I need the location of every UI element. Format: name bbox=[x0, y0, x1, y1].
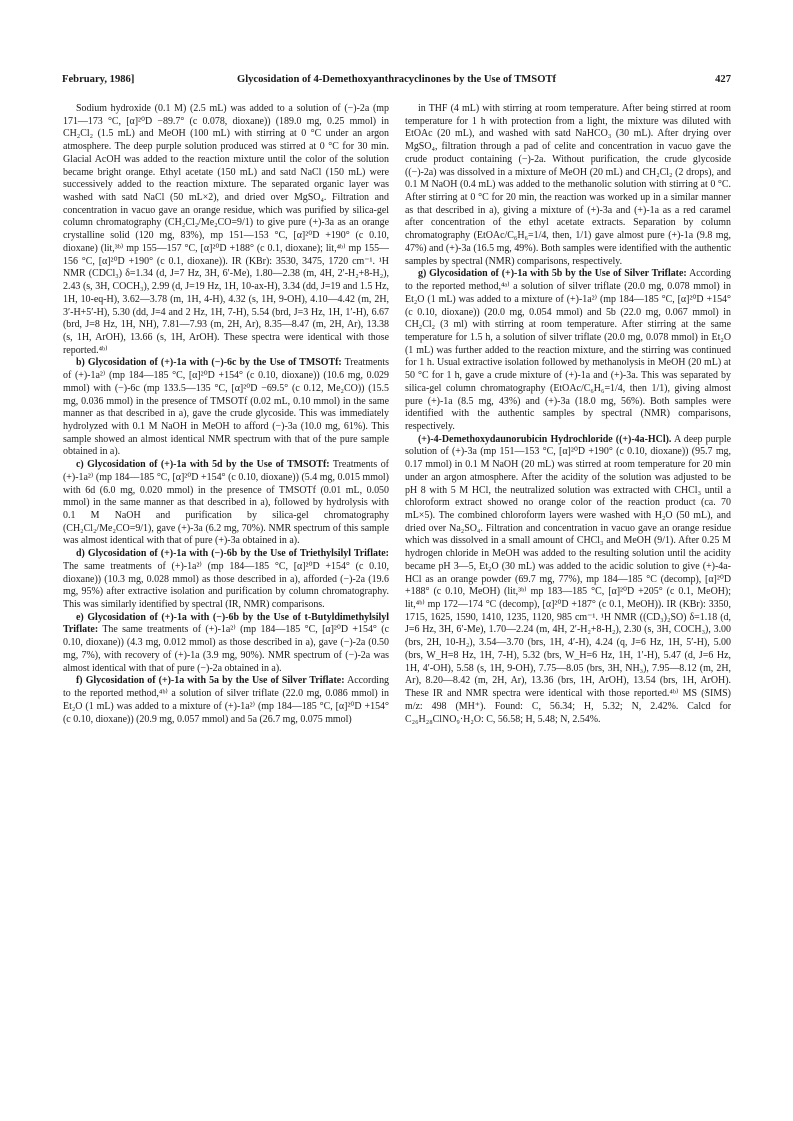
journal-date: February, 1986] bbox=[62, 74, 135, 85]
paragraph-text: The same treatments of (+)-1a²⁾ (mp 184—185 °C, [α]²⁰D +154° (c 0.10, dioxane)) (10.3 mg, 0.028 mmol) as those described in a), afforded (−)-2a (19.6 mg, 95%) after extractive isolation and purification by column chromatography. This was similarly identified by spectral (IR, NMR) comparisons. bbox=[63, 560, 389, 611]
section-heading: g) Glycosidation of (+)-1a with 5b by the Use of Silver Triflate: bbox=[418, 268, 687, 280]
section-heading: c) Glycosidation of (+)-1a with 5d by the Use of TMSOTf: bbox=[76, 459, 330, 471]
left-column bbox=[63, 103, 389, 726]
paragraph-text: According to the reported method,⁴ᵃ⁾ a solution of silver triflate (20.0 mg, 0.078 mmol) in Et₂O (1 mL) was added to a mixture of (+)-1a²⁾ (mp 184—185 °C, [α]²⁰D +154° (c 0.10, dioxane)) (20.0 mg, 0.054 mmol) and 5b (22.0 mg, 0.067 mmol) in CH₂Cl₂ (3 ml) with stirring at room temperature. After stirring at the same temperature for 1.5 h, a solution of silver triflate (20.0 mg, 0.078 mmol) in Et₂O (1 mL) was further added to the reaction mixture, and the stirring was continued for 1 h. Usual extractive isolation followed by methanolysis in MeOH (20 mL) at 50 °C for 1 h, gave a crude mixture of (+)-1a and (+)-3a. This was separated by silica-gel column chromatography (EtOAc/C₆H₆=1/4, then 1/1), giving almost pure (+)-1a (8.5 mg, 43%) and (+)-3a (18.0 mg, 56%). Both samples were identified with the authentic samples by spectral (NMR) comparisons, respectively. bbox=[405, 268, 732, 432]
paragraph-text: Sodium hydroxide (0.1 M) (2.5 mL) was added to a solution of (−)-2a (mp 171—173 °C, [α]²⁰D −89.7° (c 0.078, dioxane)) (189.0 mg, 0.25 mmol) in CH₂Cl₂ (1.5 mL) and MeOH (100 mL) with stirring at 0 °C under an argon atmosphere. The deep purple solution produced was stirred at 0 °C for 30 min. Glacial AcOH was added to the reaction mixture until the color of the solution became bright orange. Ethyl acetate (150 mL) and satd NaCl (150 mL) were successively added to the reaction mixture. The separated organic layer was washed with satd NaCl (50 mL×2), and dried over MgSO₄. Filtration and concentration in vacuo gave an orange residue, which was purified by silica-gel column chromatography (CH₂Cl₂/Me₂CO=9/1) to give pure (+)-3a as an orange crystalline solid (120 mg, 83%), mp 151—153 °C, [α]²⁰D +190° (c 0.10, dioxane) (lit,³ᵇ⁾ mp 155—157 °C, [α]²⁰D +188° (c 0.1, dioxane); lit,⁴ᵇ⁾ mp 155—156 °C, [α]²⁰D +190° (c 0.1, dioxane)). IR (KBr): 3530, 3475, 1720 cm⁻¹. ¹H NMR (CDCl₃) δ=1.34 (d, J=7 Hz, 3H, 6′-Me), 1.80—2.38 (m, 4H, 2′-H₂+8-H₂), 2.43 (s, 3H, COCH₃), 2.99 (d, J=19 Hz, 1H, 10-ax-H), 3.34 (dd, J=19 and 1.5 Hz, 1H, 10-eq-H), 3.62—3.78 (m, 1H, 4-H), 4.32 (s, 1H, 9-OH), 4.10—4.42 (m, 2H, 3′-H+5′-H), 5.30 (dd, J=4 and 2 Hz, 1H, 7-H), 5.54 (brd, J=3 Hz, 1H, 1′-H), 6.67 (brd, J=8 Hz, 1H, NH), 7.81—7.93 (m, 2H, Ar), 8.35—8.47 (m, 2H, Ar), 13.38 (s, 1H, ArOH), 13.66 (s, 1H, ArOH). These spectra were identical with those reported.⁴ᵇ⁾ bbox=[63, 103, 389, 356]
section-heading: b) Glycosidation of (+)-1a with (−)-6c by the Use of TMSOTf: bbox=[76, 357, 342, 369]
section-heading: f) Glycosidation of (+)-1a with 5a by the Use of Silver Triflate: bbox=[76, 675, 345, 687]
page-number: 427 bbox=[715, 74, 731, 85]
paragraph-text: Treatments of (+)-1a²⁾ (mp 184—185 °C, [α]²⁰D +154° (c 0.10, dioxane)) (10.6 mg, 0.029 mmol) with (−)-6c (mp 133.5—135 °C, [α]²⁰D −69.5° (c 0.12, Me₂CO)) (15.5 mg, 0.036 mmol) in the presence of TMSOTf (0.02 mL, 0.10 mmol) in the same manner as that described in a), gave the crude glycoside. This was immediately hydrolyzed with 0.1 M NaOH in MeOH to afford (−)-3a (10.0 mg, 61%). This sample showed an almost identical NMR spectrum with that of the pure sample obtained in a). bbox=[63, 357, 389, 458]
paragraph-text: in THF (4 mL) with stirring at room temperature. After being stirred at room temperature for 1 h with protection from a light, the mixture was diluted with EtOAc (20 mL), and washed with satd NaHCO₃ (30 mL). After drying over MgSO₄, filtration through a pad of celite and concentration in vacuo gave the crude product containing (−)-2a. Without purification, the crude glycoside ((−)-2a) was dissolved in a mixture of MeOH (20 mL) and CH₂Cl₂ (2 drops), and 0.1 M NaOH (0.4 mL) was added to the methanolic solution with stirring at 0 °C. After stirring at 0 °C for 20 min, the reaction was worked up in a similar manner as that described in a), giving a mixture of (+)-3a and (+)-1a as a red caramel after concentration of the ethyl acetate extracts. Separation by column chromatography (EtOAc/C₆H₆=1/4, then, 1/1) gave almost pure (+)-1a (9.8 mg, 47%) and (+)-3a (16.5 mg, 49%). Both samples were identified with the authentic samples by spectral (NMR) comparisons, respectively. bbox=[405, 103, 731, 267]
paragraph bbox=[63, 357, 389, 459]
paragraph bbox=[63, 548, 389, 612]
paragraph bbox=[405, 103, 731, 268]
paragraph-text: Treatments of (+)-1a²⁾ (mp 184—185 °C, [α]²⁰D +154° (c 0.10, dioxane)) (5.4 mg, 0.015 mmol) with 6d (6.0 mg, 0.020 mmol) in the presence of TMSOTf (0.01 mL, 0.050 mmol) in the same manner as that described in a), followed by hydrolysis with 0.1 M NaOH and purification by silica-gel chromatography (CH₂Cl₂/Me₂CO=9/1), gave (+)-3a (6.2 mg, 70%). NMR spectrum of this sample was almost identical with that of pure (+)-3a obtained in a). bbox=[63, 459, 389, 547]
paragraph bbox=[63, 103, 389, 357]
paragraph bbox=[63, 675, 389, 726]
section-heading: (+)-4-Demethoxydaunorubicin Hydrochloride ((+)-4a-HCl). bbox=[418, 433, 672, 445]
right-column bbox=[405, 103, 731, 726]
paragraph-text: A deep purple solution of (+)-3a (mp 151—153 °C, [α]²⁰D +190° (c 0.10, dioxane)) (95.7 mg, 0.17 mmol) in 0.1 M NaOH (20 mL) was stirred at room temperature for 20 min under an argon atmosphere. After the acidity of the solution was adjusted to be pH 8 with 5 M HCl, the neutralized solution was extracted with CHCl₃ until a chloroform extract showed no orange color of the reaction product (ca. 70 mL×5). The combined chloroform layers were washed with H₂O (50 mL), and dried over Na₂SO₄. Filtration and concentration in vacuo gave an orange residue which was dissolved in a small amount of CHCl₃ and MeOH (9/1). After 0.25 M hydrogen chloride in MeOH was added to the resulting solution until the acidity became pH 3—5, Et₂O (30 mL) was added to the acidic solution to give (+)-4a-HCl as an orange powder (69.7 mg, 77%), mp 184—185 °C (decomp), [α]²⁰D +188° (c 0.10, MeOH) (lit,³ᵇ⁾ mp 183—185 °C, [α]²⁰D +205° (c 0.1, MeOH); lit,⁴ᵇ⁾ mp 172—174 °C (decomp), [α]²⁰D +187° (c 0.1, MeOH)). IR (KBr): 3350, 1715, 1625, 1590, 1410, 1235, 1120, 985 cm⁻¹. ¹H NMR ((CD₃)₂SO) δ=1.18 (d, J=6 Hz, 3H, 6′-Me), 1.70—2.24 (m, 4H, 2′-H₂+8-H₂), 2.30 (s, 3H, COCH₃), 3.00 (brs, 2H, 10-H₂), 3.54—3.70 (brs, 1H, 4′-H), 4.24 (q, J=6 Hz, 1H, 5′-H), 5.00 (brs, W_H=8 Hz, 1H, 7-H), 5.32 (brs, W_H=6 Hz, 1H, 1′-H), 5.47 (d, J=6 Hz, 1H, 4′-OH), 5.58 (s, 1H, 9-OH), 7.75—8.05 (brs, 3H, NH₃), 7.95—8.12 (m, 2H, Ar), 8.20—8.42 (m, 2H, Ar), 13.36 (brs, 1H, ArOH), 13.54 (brs, 1H, ArOH). These IR and NMR spectra were identical with those reported.⁴ᵇ⁾ MS (SIMS) m/z: 498 (MH⁺). Found: C, 56.34; H, 5.32; N, 2.42%. Calcd for C₂₆H₂₈ClNO₉·H₂O: C, 56.58; H, 5.48; N, 2.54%. bbox=[405, 433, 731, 725]
section-heading: e) Glycosidation of (+)-1a with (−)-6b by the Use of t-Butyldimethylsilyl Triflate: bbox=[63, 611, 389, 636]
paragraph-text: The same treatments of (+)-1a²⁾ (mp 184—185 °C, [α]²⁰D +154° (c 0.10, dioxane)) (4.3 mg, 0.012 mmol) as those described in a), gave (−)-2a (0.50 mg, 7%), with recovery of (+)-1a (3.9 mg, 90%). NMR spectrum of (−)-2a was almost identical with that of pure (−)-2a obtained in a). bbox=[63, 624, 389, 674]
paragraph bbox=[405, 434, 731, 727]
paragraph-text: According to the reported method,⁴ᵇ⁾ a solution of silver triflate (22.0 mg, 0.086 mmol) in Et₂O (1 mL) was added to a mixture of (+)-1a²⁾ (mp 184—185 °C, [α]²⁰D +154° (c 0.10, dioxane)) (20.9 mg, 0.057 mmol) and 5a (26.7 mg, 0.075 mmol) bbox=[63, 675, 390, 725]
section-heading: d) Glycosidation of (+)-1a with (−)-6b by the Use of Triethylsilyl Triflate: bbox=[76, 548, 389, 560]
paragraph bbox=[63, 459, 389, 548]
paragraph bbox=[63, 612, 389, 676]
running-header bbox=[62, 74, 731, 90]
running-title: Glycosidation of 4-Demethoxyanthracyclinones by the Use of TMSOTf bbox=[236, 74, 557, 85]
paragraph bbox=[405, 268, 731, 433]
